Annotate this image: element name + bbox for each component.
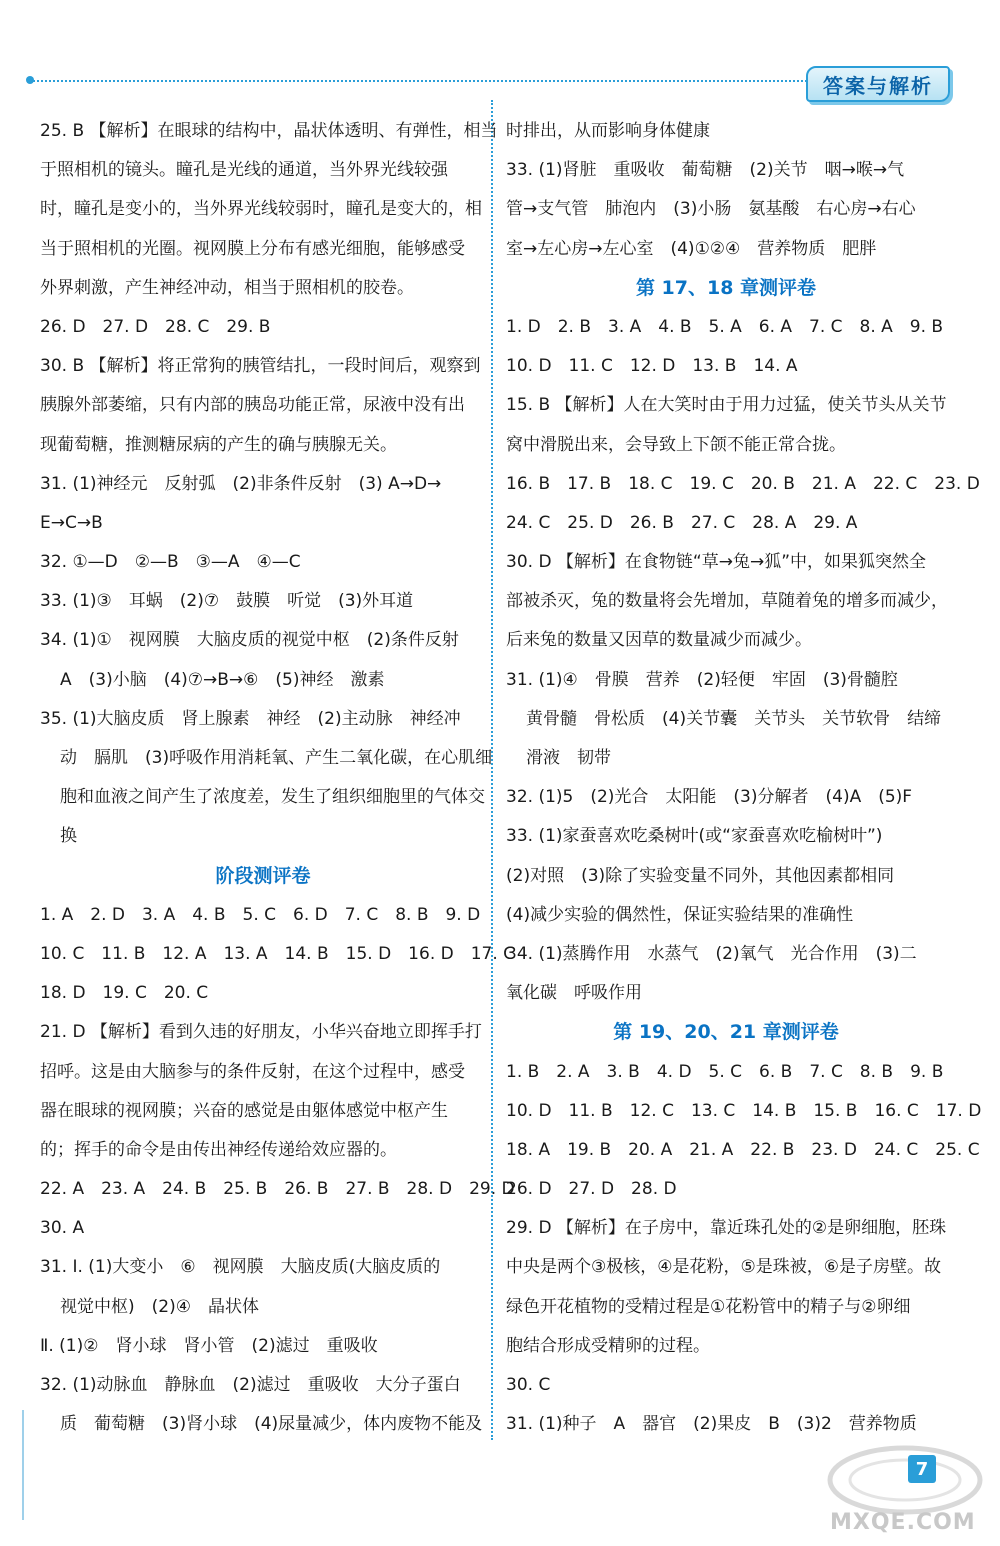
answer-line: 胞结合形成受精卵的过程。 bbox=[506, 1335, 710, 1356]
answer-line: 31. (1)④ 骨膜 营养 (2)轻便 牢固 (3)骨髓腔 bbox=[506, 669, 898, 690]
answer-line: 10. C 11. B 12. A 13. A 14. B 15. D 16. D 17. C bbox=[40, 943, 516, 964]
answer-line: 30. B 【解析】将正常狗的胰管结扎，一段时间后，观察到 bbox=[40, 356, 481, 377]
answer-line: 器在眼球的视网膜；兴奋的感觉是由躯体感觉中枢产生 bbox=[40, 1100, 448, 1121]
answer-line: 室→左心房→左心室 (4)①②④ 营养物质 肥胖 bbox=[506, 238, 877, 259]
answer-line: 当于照相机的光圈。视网膜上分布有感光细胞，能够感受 bbox=[40, 238, 465, 259]
answer-line: 10. D 11. C 12. D 13. B 14. A bbox=[506, 356, 798, 377]
answer-line: 31. Ⅰ. (1)大变小 ⑥ 视网膜 大脑皮质(大脑皮质的 bbox=[40, 1257, 441, 1278]
answer-line: 窝中滑脱出来，会导致上下颌不能正常合拢。 bbox=[506, 434, 846, 455]
answer-line: 于照相机的镜头。瞳孔是光线的通道，当外界光线较强 bbox=[40, 160, 448, 181]
answer-line: 33. (1)家蚕喜欢吃桑树叶(或“家蚕喜欢吃榆树叶”) bbox=[506, 826, 883, 847]
answer-line: 部被杀灭，兔的数量将会先增加，草随着兔的增多而减少， bbox=[506, 591, 948, 612]
answer-line: 氧化碳 呼吸作用 bbox=[506, 983, 642, 1004]
answer-line: (4)减少实验的偶然性，保证实验结果的准确性 bbox=[506, 904, 854, 925]
answer-line: 换 bbox=[60, 826, 77, 847]
answer-line: 胞和血液之间产生了浓度差，发生了组织细胞里的气体交 bbox=[60, 787, 485, 808]
answer-line: 外界刺激，产生神经冲动，相当于照相机的胶卷。 bbox=[40, 277, 414, 298]
answer-line: 32. (1)动脉血 静脉血 (2)滤过 重吸收 大分子蛋白 bbox=[40, 1375, 461, 1395]
answer-badge: 答案与解析 bbox=[806, 66, 950, 102]
answer-line: 25. B 【解析】在眼球的结构中，晶状体透明、有弹性，相当 bbox=[40, 121, 498, 141]
answer-line: (2)对照 (3)除了实验变量不同外，其他因素都相同 bbox=[506, 865, 895, 886]
answer-line: 33. (1)肾脏 重吸收 葡萄糖 (2)关节 咽→喉→气 bbox=[506, 160, 905, 181]
answer-line: 胰腺外部萎缩，只有内部的胰岛功能正常，尿液中没有出 bbox=[40, 395, 465, 416]
answer-line: 1. A 2. D 3. A 4. B 5. C 6. D 7. C 8. B 9. D bbox=[40, 904, 481, 925]
answer-line: 31. (1)神经元 反射弧 (2)非条件反射 (3) A→D→ bbox=[40, 473, 442, 494]
left-column bbox=[40, 112, 516, 1444]
watermark-text: MXQE.COM bbox=[830, 1510, 976, 1535]
header-rule bbox=[30, 80, 810, 82]
section-title: 第 17、18 章测评卷 bbox=[635, 276, 817, 299]
answer-line: 质 葡萄糖 (3)肾小球 (4)尿量减少，体内废物不能及 bbox=[60, 1414, 483, 1435]
answer-line: 动 膈肌 (3)呼吸作用消耗氧、产生二氧化碳，在心肌细 bbox=[60, 748, 493, 768]
answer-line: 中央是两个③极核，④是花粉，⑤是珠被，⑥是子房壁。故 bbox=[506, 1257, 941, 1278]
answer-line: 18. D 19. C 20. C bbox=[40, 983, 209, 1004]
left-margin-rule bbox=[22, 1410, 24, 1520]
answer-line: 32. ①—D ②—B ③—A ④—C bbox=[40, 552, 301, 573]
answer-line: 现葡萄糖，推测糖尿病的产生的确与胰腺无关。 bbox=[40, 434, 397, 455]
answer-line: 26. D 27. D 28. D bbox=[506, 1179, 677, 1200]
answer-line: 35. (1)大脑皮质 肾上腺素 神经 (2)主动脉 神经冲 bbox=[40, 708, 461, 729]
answer-line: 22. A 23. A 24. B 25. B 26. B 27. B 28. D 29. D bbox=[40, 1179, 515, 1200]
answer-line: 21. D 【解析】看到久违的好朋友，小华兴奋地立即挥手打 bbox=[40, 1022, 482, 1043]
section-title: 第 19、20、21 章测评卷 bbox=[613, 1021, 839, 1044]
right-column bbox=[506, 112, 982, 1444]
answer-line: 33. (1)③ 耳蜗 (2)⑦ 鼓膜 听觉 (3)外耳道 bbox=[40, 591, 414, 612]
answer-line: 34. (1)蒸腾作用 水蒸气 (2)氧气 光合作用 (3)二 bbox=[506, 943, 917, 964]
answer-line: 滑液 韧带 bbox=[526, 748, 611, 768]
answer-line: E→C→B bbox=[40, 512, 103, 533]
answer-line: 视觉中枢) (2)④ 晶状体 bbox=[60, 1296, 259, 1317]
answer-line: 31. (1)种子 A 器官 (2)果皮 B (3)2 营养物质 bbox=[506, 1414, 917, 1435]
answer-line: 16. B 17. B 18. C 19. C 20. B 21. A 22. C 23. D bbox=[506, 473, 980, 494]
answer-line: Ⅱ. (1)② 肾小球 肾小管 (2)滤过 重吸收 bbox=[40, 1335, 378, 1356]
answer-line: 1. D 2. B 3. A 4. B 5. A 6. A 7. C 8. A 9. B bbox=[506, 316, 944, 337]
answer-line: 29. D 【解析】在子房中，靠近珠孔处的②是卵细胞，胚珠 bbox=[506, 1218, 947, 1239]
answer-line: 绿色开花植物的受精过程是①花粉管中的精子与②卵细 bbox=[506, 1296, 911, 1317]
answer-line: 招呼。这是由大脑参与的条件反射，在这个过程中，感受 bbox=[40, 1061, 465, 1082]
answer-line: 34. (1)① 视网膜 大脑皮质的视觉中枢 (2)条件反射 bbox=[40, 630, 459, 651]
answer-line: 黄骨髓 骨松质 (4)关节囊 关节头 关节软骨 结缔 bbox=[526, 708, 942, 729]
answer-line: 时，瞳孔是变小的，当外界光线较弱时，瞳孔是变大的，相 bbox=[40, 199, 482, 220]
answer-line: A (3)小脑 (4)⑦→B→⑥ (5)神经 激素 bbox=[60, 669, 385, 690]
answer-line: 18. A 19. B 20. A 21. A 22. B 23. D 24. C 25. C bbox=[506, 1139, 980, 1160]
answer-line: 后来兔的数量又因草的数量减少而减少。 bbox=[506, 630, 812, 651]
answer-line: 时排出，从而影响身体健康 bbox=[506, 121, 710, 141]
answer-line: 30. C bbox=[506, 1375, 551, 1395]
answer-line: 24. C 25. D 26. B 27. C 28. A 29. A bbox=[506, 512, 858, 533]
answer-line: 30. D 【解析】在食物链“草→兔→狐”中，如果狐突然全 bbox=[506, 552, 927, 573]
answer-line: 30. A bbox=[40, 1218, 85, 1239]
answer-line: 管→支气管 肺泡内 (3)小肠 氨基酸 右心房→右心 bbox=[506, 199, 916, 220]
answer-line: 的；挥手的命令是由传出神经传递给效应器的。 bbox=[40, 1139, 397, 1160]
page-number: 7 bbox=[908, 1455, 936, 1483]
answer-line: 15. B 【解析】人在大笑时由于用力过猛，使关节头从关节 bbox=[506, 395, 947, 416]
answer-line: 32. (1)5 (2)光合 太阳能 (3)分解者 (4)A (5)F bbox=[506, 787, 913, 808]
answer-line: 10. D 11. B 12. C 13. C 14. B 15. B 16. C 17. D bbox=[506, 1100, 982, 1121]
answer-line: 1. B 2. A 3. B 4. D 5. C 6. B 7. C 8. B 9. B bbox=[506, 1061, 944, 1082]
section-title: 阶段测评卷 bbox=[215, 864, 311, 887]
answer-line: 26. D 27. D 28. C 29. B bbox=[40, 316, 271, 337]
